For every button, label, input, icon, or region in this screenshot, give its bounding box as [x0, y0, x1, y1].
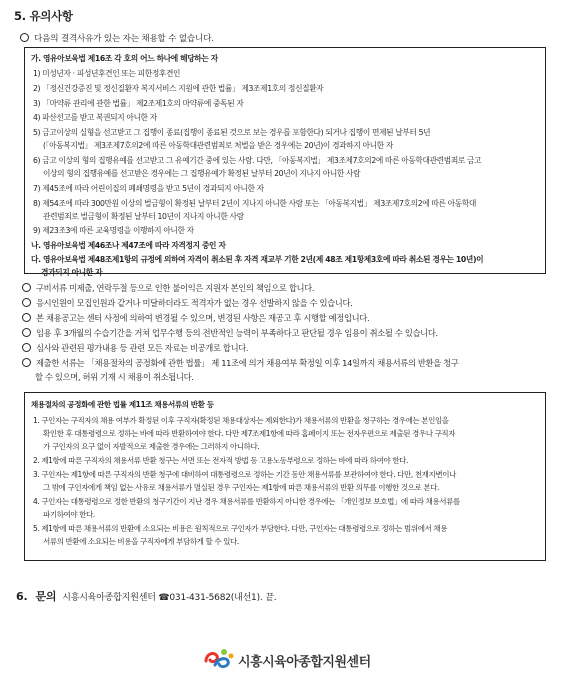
- contact-label: 문의: [35, 590, 57, 603]
- circle-bullet-icon: [22, 343, 31, 352]
- clause-da-line: 경과되지 아니한 자: [41, 268, 103, 277]
- note-bullet: 임용 후 3개월의 수습기간을 거쳐 업무수행 등의 전반적인 능력이 부족하다고 판단될 경우 임용이 취소될 수 있습니다.: [22, 327, 438, 339]
- contact-text: 시흥시육아종합지원센터 ☎031-431-5682(내선1). 끝.: [62, 593, 277, 603]
- list-item: 3) 「마약류 관리에 관한 법률」 제2조제1호의 마약류에 중독된 자: [33, 99, 244, 108]
- circle-bullet-icon: [22, 298, 31, 307]
- contact-line: [16, 588, 276, 604]
- section-intro: 다음의 결격사유가 있는 자는 채용할 수 없습니다.: [20, 32, 214, 44]
- list-item: 1) 미성년자 · 피성년후견인 또는 피한정후견인: [33, 69, 181, 78]
- list-item: 9) 제23조3에 따른 교육명령을 이행하지 아니한 자: [33, 226, 194, 235]
- list-item: 5) 금고이상의 실형을 선고받고 그 집행이 종료(집행이 종료된 것으로 보는 경우를 포함한다) 되거나 집행이 면제된 날부터 5년: [33, 128, 431, 137]
- clause-na-header: 나. 영유아보육법 제46조나 제47조에 따라 자격정지 중인 자: [31, 241, 226, 250]
- list-item: 5. 제1항에 따른 채용서류의 반환에 소요되는 비용은 원칙적으로 구인자가 부담한다. 다만, 구인자는 대통령령으로 정하는 범위에서 채용: [33, 524, 448, 533]
- circle-bullet-icon: [20, 33, 29, 42]
- list-item: 7) 제45조에 따라 어린이집의 폐쇄명령을 받고 5년이 경과되지 아니한 자: [33, 184, 264, 193]
- list-item-continuation: 가 구인자의 요구 없이 자발적으로 제출한 경우에는 그러하지 아니하다.: [43, 442, 260, 451]
- note-bullet: 구비서류 미제출, 연락두절 등으로 인한 불이익은 지원자 본인의 책임으로 합니다.: [22, 282, 314, 294]
- list-item: 3. 구인자는 제1항에 따른 구직자의 반환 청구에 대비하여 대통령령으로 정하는 기간 동안 채용서류를 보관하여야 한다. 다만, 천재지변이나: [33, 470, 456, 479]
- circle-bullet-icon: [22, 313, 31, 322]
- document-return-box: [24, 392, 546, 561]
- logo-mark-icon: [202, 646, 236, 672]
- list-item: 4) 파산선고를 받고 복권되지 아니한 자: [33, 113, 157, 122]
- clause-ga-header: 가. 영유아보육법 제16조 각 호의 어느 하나에 해당하는 자: [31, 54, 218, 63]
- circle-bullet-icon: [22, 283, 31, 292]
- circle-bullet-icon: [22, 328, 31, 337]
- list-item-continuation: 관련범죄로 벌금형이 확정된 날부터 10년이 지나지 아니한 사람: [43, 212, 244, 221]
- list-item-continuation: 확인한 후 대통령령으로 정하는 바에 따라 반환하여야 한다. 다만 제7조제1항에 따라 홈페이지 또는 전자우편으로 제출된 경우나 구직자: [43, 429, 456, 438]
- note-bullet: 응시인원이 모집인원과 같거나 미달하더라도 적격자가 없는 경우 선발하지 않을 수 있습니다.: [22, 297, 352, 309]
- list-item: 8) 제54조에 따라 300만원 이상의 벌금형이 확정된 날부터 2년이 지나지 아니한 사람 또는 「아동복지법」 제3조제7호의2에 따른 아동학대: [33, 199, 476, 208]
- list-item-continuation: 그 밖에 구인자에게 책임 없는 사유로 채용서류가 멸실된 경우 구인자는 제1항에 따른 채용서류의 반환 의무를 이행한 것으로 본다.: [43, 483, 440, 492]
- list-item: 2. 제1항에 따른 구직자의 채용서류 반환 청구는 서면 또는 전자적 방법 등 고용노동부령으로 정하는 바에 따라 하여야 한다.: [33, 456, 408, 465]
- list-item: 6) 금고 이상의 형의 집행유예를 선고받고 그 유예기간 중에 있는 사람. 다만, 「아동복지법」 제3조제7호의2에 따른 아동학대관련범죄로 금고: [33, 156, 482, 165]
- list-item-continuation: (「아동복지법」 제3조제7호의2에 따른 아동학대관련범죄로 처벌을 받은 경우에는 20년)이 경과하지 아니한 자: [43, 141, 393, 150]
- list-item: 4. 구인자는 대통령령으로 정한 반환의 청구기간이 지난 경우 채용서류를 반환하지 아니한 경우에는 「개인정보 보호법」에 따라 채용서류를: [33, 497, 460, 506]
- note-bullet: 제출한 서류는 「채용절차의 공정화에 관한 법률」 제 11조에 의거 채용여부 확정일 이후 14일까지 채용서류의 반환을 청구: [22, 357, 459, 369]
- circle-bullet-icon: [22, 358, 31, 367]
- section-number: 6.: [16, 590, 28, 603]
- list-item: 2) 「정신건강증진 및 정신질환자 복지서비스 지원에 관한 법률」 제3조제1호의 정신질환자: [33, 84, 324, 93]
- note-bullet: 본 채용공고는 센터 사정에 의하여 변경될 수 있으며, 변경된 사항은 재공고 후 시행할 예정입니다.: [22, 312, 369, 324]
- list-item-continuation: 이상의 형의 집행유예를 선고받은 경우에는 그 집행유예가 확정된 날부터 20년이 지나지 아니한 사람: [43, 169, 361, 178]
- box-header: 채용절차의 공정화에 관한 법률 제11조 채용서류의 반환 등: [31, 400, 214, 409]
- list-item-continuation: 파기하여야 한다.: [43, 510, 95, 519]
- section-title: 5. 유의사항: [14, 9, 73, 23]
- note-bullet-continuation: 할 수 있으며, 허위 기재 시 채용이 취소됩니다.: [35, 372, 194, 382]
- clause-da-line: 다. 영유아보육법 제48조제1항의 규정에 의하여 자격이 취소된 후 자격 재교부 기한 2년(제 48조 제1항제3호에 따라 취소된 경우는 10년)이: [31, 255, 484, 264]
- logo-text: 시흥시육아종합지원센터: [238, 655, 371, 670]
- list-item-continuation: 서류의 반환에 소요되는 비용을 구직자에게 부담하게 할 수 있다.: [43, 537, 239, 546]
- disqualification-box: [24, 47, 546, 277]
- list-item: 1. 구인자는 구직자의 채용 여부가 확정된 이후 구직자(확정된 채용대상자는 제외한다)가 채용서류의 반환을 청구하는 경우에는 본인임을: [33, 416, 449, 425]
- note-bullet: 심사와 관련된 평가내용 등 관련 모든 자료는 비공개로 합니다.: [22, 342, 248, 354]
